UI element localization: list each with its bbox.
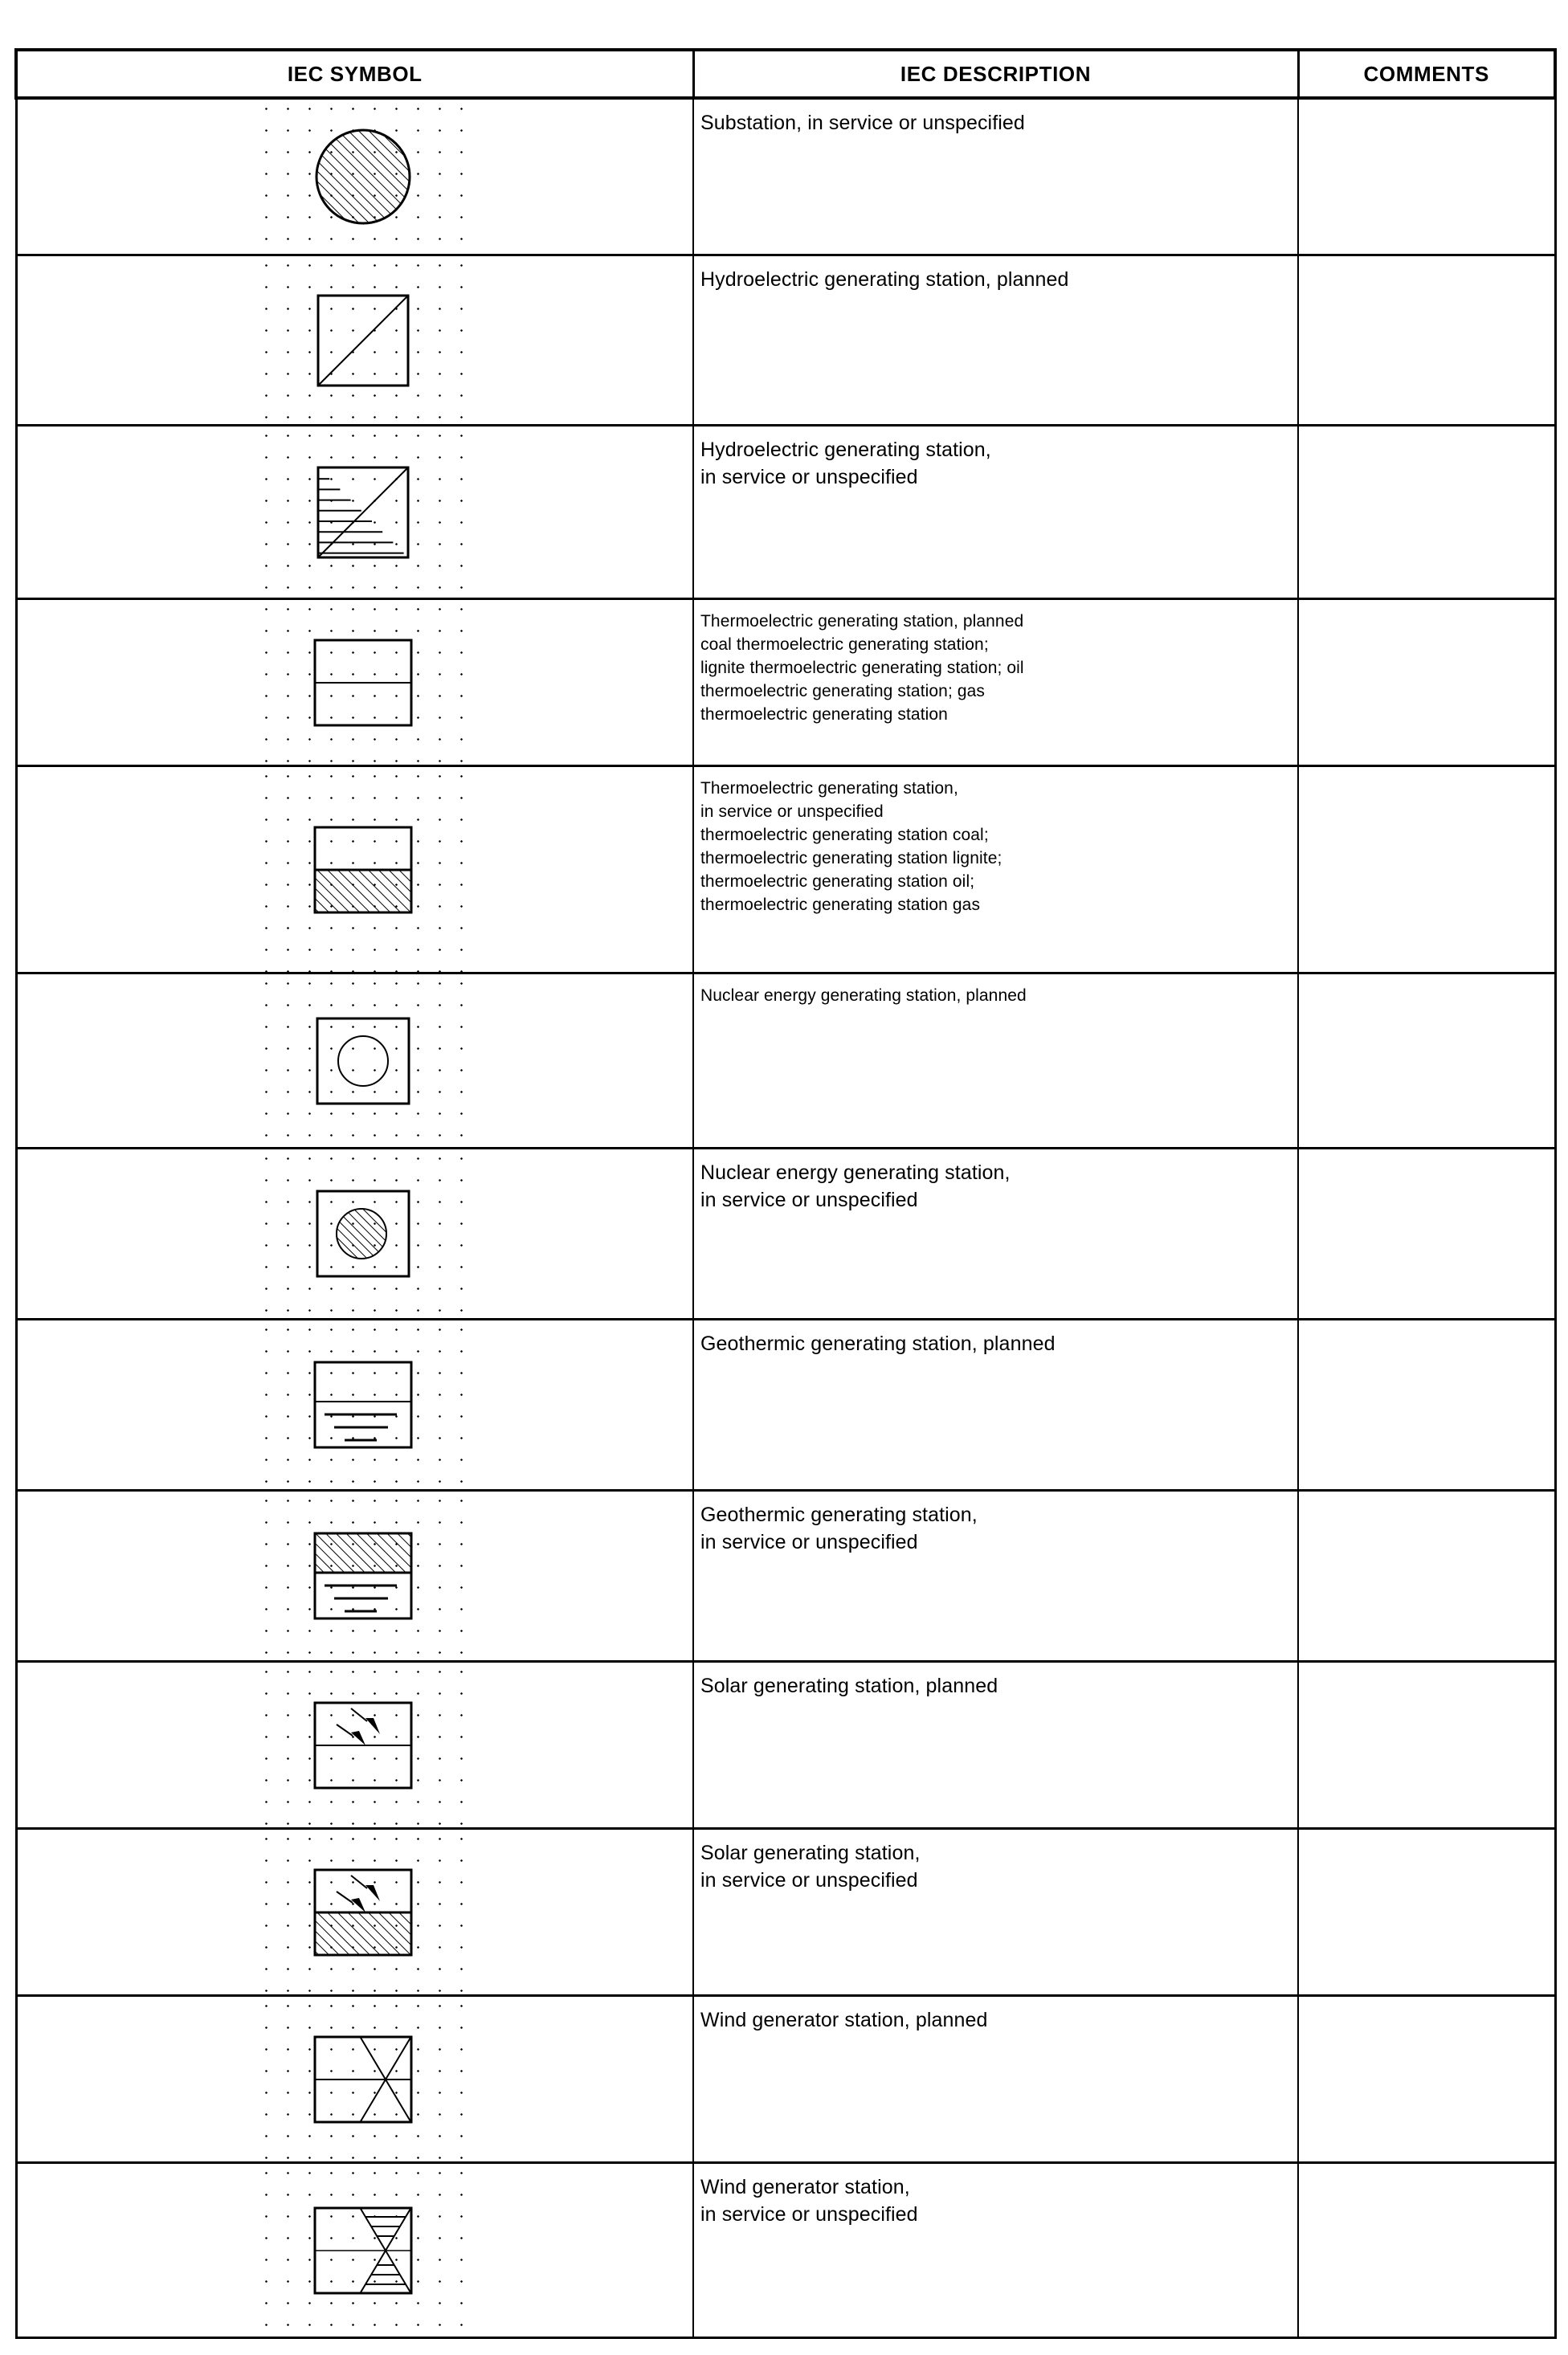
description-text: Nuclear energy generating station, in service or unspecified xyxy=(700,1161,1011,1211)
solar-in-service-symbol xyxy=(312,1867,414,1957)
column-header-comments: COMMENTS xyxy=(1298,50,1555,98)
symbol-cell xyxy=(16,255,693,426)
column-header-description: IEC DESCRIPTION xyxy=(693,50,1298,98)
comments-cell xyxy=(1298,1320,1555,1491)
comments-cell xyxy=(1298,1149,1555,1320)
description-cell xyxy=(693,2163,1298,2338)
table-row xyxy=(16,1829,1555,1996)
description-cell xyxy=(693,426,1298,599)
thermoelectric-in-service-symbol xyxy=(312,825,414,915)
description-cell xyxy=(693,1996,1298,2163)
geothermic-planned-symbol xyxy=(312,1360,414,1450)
table-body xyxy=(16,98,1555,2338)
symbol-cell xyxy=(16,1491,693,1662)
comments-cell xyxy=(1298,2163,1555,2338)
description-text: Solar generating station, planned xyxy=(700,1675,998,1697)
description-cell xyxy=(693,1829,1298,1996)
table-row xyxy=(16,1491,1555,1662)
description-cell xyxy=(693,599,1298,766)
description-cell xyxy=(693,766,1298,973)
comments-cell xyxy=(1298,98,1555,255)
comments-cell xyxy=(1298,426,1555,599)
description-text: Wind generator station, in service or unspecified xyxy=(700,2176,918,2226)
wind-planned-symbol xyxy=(312,2035,414,2124)
description-text: Geothermic generating station, in service or unspecified xyxy=(700,1504,978,1553)
symbol-cell xyxy=(16,599,693,766)
description-cell xyxy=(693,1662,1298,1829)
symbol-cell xyxy=(16,2163,693,2338)
description-cell xyxy=(693,973,1298,1149)
symbol-cell xyxy=(16,1320,693,1491)
table-row xyxy=(16,255,1555,426)
nuclear-in-service-symbol xyxy=(315,1189,411,1279)
description-cell xyxy=(693,1320,1298,1491)
symbol-cell xyxy=(16,973,693,1149)
comments-cell xyxy=(1298,1829,1555,1996)
description-text: Nuclear energy generating station, planned xyxy=(700,986,1027,1005)
solar-planned-symbol xyxy=(312,1700,414,1790)
symbol-cell xyxy=(16,426,693,599)
symbol-cell xyxy=(16,98,693,255)
description-text: Solar generating station, in service or unspecified xyxy=(700,1842,921,1892)
comments-cell xyxy=(1298,1662,1555,1829)
table-row xyxy=(16,766,1555,973)
description-text: Wind generator station, planned xyxy=(700,2009,988,2031)
table-row xyxy=(16,1996,1555,2163)
description-cell xyxy=(693,1491,1298,1662)
table-row xyxy=(16,599,1555,766)
comments-cell xyxy=(1298,766,1555,973)
table-row xyxy=(16,973,1555,1149)
symbol-cell xyxy=(16,1996,693,2163)
nuclear-planned-symbol xyxy=(315,1016,411,1106)
geothermic-in-service-symbol xyxy=(312,1531,414,1621)
symbol-cell xyxy=(16,766,693,973)
comments-cell xyxy=(1298,973,1555,1149)
symbol-legend-sheet xyxy=(0,48,1568,2355)
symbol-cell xyxy=(16,1149,693,1320)
hydroelectric-in-service-symbol xyxy=(316,465,410,560)
table-row xyxy=(16,1320,1555,1491)
table-row xyxy=(16,98,1555,255)
iec-symbol-table xyxy=(14,48,1557,2339)
description-text: Substation, in service or unspecified xyxy=(700,112,1025,134)
description-text: Thermoelectric generating station, planned coal thermoelectric generating station; lignite thermoelectric generating station; oil thermoelectric generating station; gas thermoelectric generating station xyxy=(700,612,1024,724)
wind-in-service-symbol xyxy=(312,2206,414,2296)
description-text: Geothermic generating station, planned xyxy=(700,1333,1056,1355)
substation-in-service-symbol xyxy=(313,127,413,227)
table-row xyxy=(16,2163,1555,2338)
table-header xyxy=(16,50,1555,98)
table-row xyxy=(16,1149,1555,1320)
description-cell xyxy=(693,1149,1298,1320)
comments-cell xyxy=(1298,599,1555,766)
hydroelectric-planned-symbol xyxy=(316,293,410,388)
comments-cell xyxy=(1298,1491,1555,1662)
symbol-cell xyxy=(16,1662,693,1829)
table-row xyxy=(16,426,1555,599)
column-header-symbol: IEC SYMBOL xyxy=(16,50,693,98)
description-text: Hydroelectric generating station, planned xyxy=(700,268,1069,291)
description-text: Hydroelectric generating station, in service or unspecified xyxy=(700,439,991,488)
description-cell xyxy=(693,98,1298,255)
thermoelectric-planned-symbol xyxy=(312,638,414,728)
description-text: Thermoelectric generating station, in service or unspecified thermoelectric generating station coal; thermoelectric generating station lignite; thermoelectric generating station oil; thermoelectric generating station gas xyxy=(700,779,1002,914)
comments-cell xyxy=(1298,255,1555,426)
symbol-cell xyxy=(16,1829,693,1996)
table-row xyxy=(16,1662,1555,1829)
comments-cell xyxy=(1298,1996,1555,2163)
description-cell xyxy=(693,255,1298,426)
